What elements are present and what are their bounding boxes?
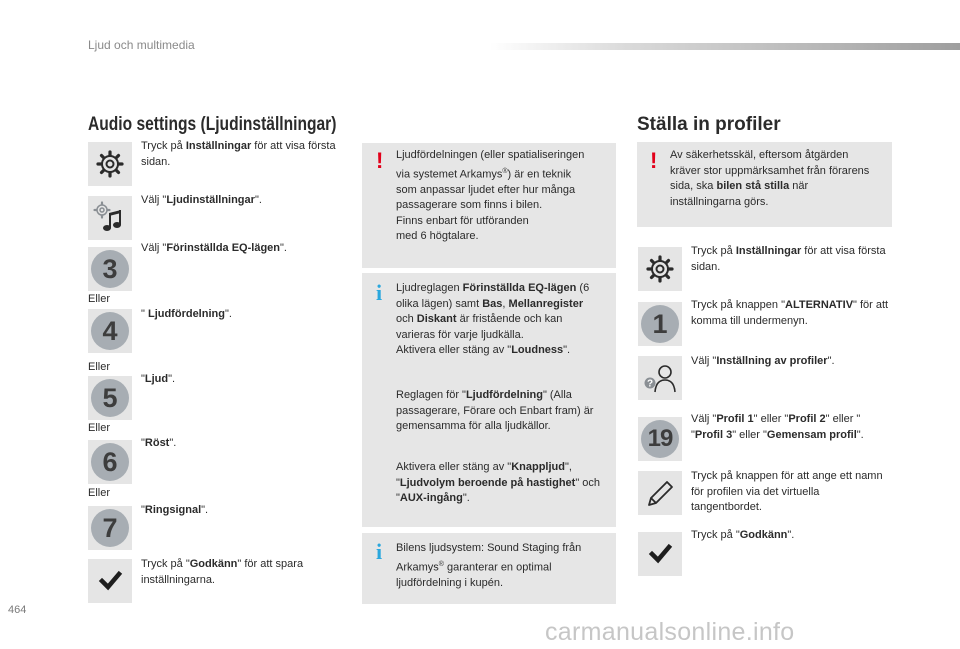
eller-label: Eller [88, 293, 111, 305]
step-confirm-text: Tryck på "Godkänn" för att spara inställningarna. [141, 558, 304, 586]
music-settings-icon [88, 196, 132, 240]
step-1-badge [638, 302, 682, 346]
step-4-badge [88, 309, 132, 353]
step-number: 6 [91, 443, 129, 481]
distribution-warning-text: Ljudfördelningen (eller spatialiseringen via systemet Arkamys®) är en teknik som anpassar ljudet efter hur många passagerare som finns i bilen. Finns enbart för utföranden med 6 högtalare. [396, 149, 585, 243]
sound-staging-text: Bilens ljudsystem: Sound Staging från Arkamys® garanterar en optimal ljudfördelning i kupén. [396, 542, 582, 589]
watermark: carmanualsonline.info [545, 618, 795, 646]
svg-text:?: ? [646, 378, 654, 390]
step-settings-text: Tryck på Inställningar för att visa första sidan. [141, 140, 336, 168]
header-gradient-bar [490, 43, 960, 50]
step-19-badge [638, 417, 682, 461]
gear-icon [88, 142, 132, 186]
eq-info-text: Ljudreglagen Förinställda EQ-lägen (6 olika lägen) samt Bas, Mellanregister och Diskant är fristående och kan varieras för varje ljudkälla. Aktivera eller stäng av "Loudness". [396, 282, 590, 356]
step-ringtone-text: "Ringsignal". [141, 504, 209, 516]
step-3-badge [88, 247, 132, 291]
step-voice-text: "Röst". [141, 437, 177, 449]
pencil-icon [638, 471, 682, 515]
exclamation-icon: ! [376, 148, 384, 173]
step-number: 19 [641, 420, 679, 458]
step-select-profile-text: Välj "Profil 1" eller "Profil 2" eller " "Profil 3" eller "Gemensam profil". [691, 413, 864, 441]
audio-settings-title: Audio settings (Ljudinställningar) [88, 114, 337, 135]
step-number: 7 [91, 509, 129, 547]
step-sound-settings-text: Välj "Ljudinställningar". [141, 194, 262, 206]
step-number: 3 [91, 250, 129, 288]
eller-label: Eller [88, 487, 111, 499]
checkmark-icon [88, 559, 132, 603]
step-7-badge [88, 506, 132, 550]
step-number: 4 [91, 312, 129, 350]
exclamation-icon: ! [650, 148, 658, 173]
step-sound-text: "Ljud". [141, 373, 176, 385]
step-options-text: Tryck på knappen "ALTERNATIV" för att komma till undermenyn. [691, 299, 889, 327]
step-number: 5 [91, 379, 129, 417]
info-icon: i [376, 280, 383, 305]
key-sound-text: Aktivera eller stäng av "Knappljud", "Ljudvolym beroende på hastighet" och "AUX-ingång". [396, 461, 601, 504]
profiles-title: Ställa in profiler [637, 114, 781, 135]
eller-label: Eller [88, 361, 111, 373]
profile-settings-icon [638, 356, 682, 400]
gear-icon [638, 247, 682, 291]
step-number: 1 [641, 305, 679, 343]
step-sound-distribution-text: " Ljudfördelning". [141, 308, 232, 320]
page-number: 464 [8, 604, 27, 616]
step-settings-text: Tryck på Inställningar för att visa första sidan. [691, 245, 886, 273]
step-eq-presets-text: Välj "Förinställda EQ-lägen". [141, 242, 287, 254]
step-5-badge [88, 376, 132, 420]
profiles-warning-text: Av säkerhetsskäl, eftersom åtgärden kräver stor uppmärksamhet från förarens sida, ska bilen stå stilla när inställningarna görs. [670, 149, 870, 208]
step-enter-name-text: Tryck på knappen för att ange ett namn för profilen via det virtuella tangentbordet. [691, 470, 883, 513]
section-header: Ljud och multimedia [88, 38, 195, 52]
step-confirm-text: Tryck på "Godkänn". [691, 529, 795, 541]
eller-label: Eller [88, 422, 111, 434]
step-profile-settings-text: Välj "Inställning av profiler". [691, 355, 835, 367]
info-icon: i [376, 539, 383, 564]
step-6-badge [88, 440, 132, 484]
checkmark-icon [638, 532, 682, 576]
distribution-controls-text: Reglagen för "Ljudfördelning" (Alla passagerare, Förare och Enbart fram) är gemensamma för alla ljudkällor. [396, 389, 594, 432]
